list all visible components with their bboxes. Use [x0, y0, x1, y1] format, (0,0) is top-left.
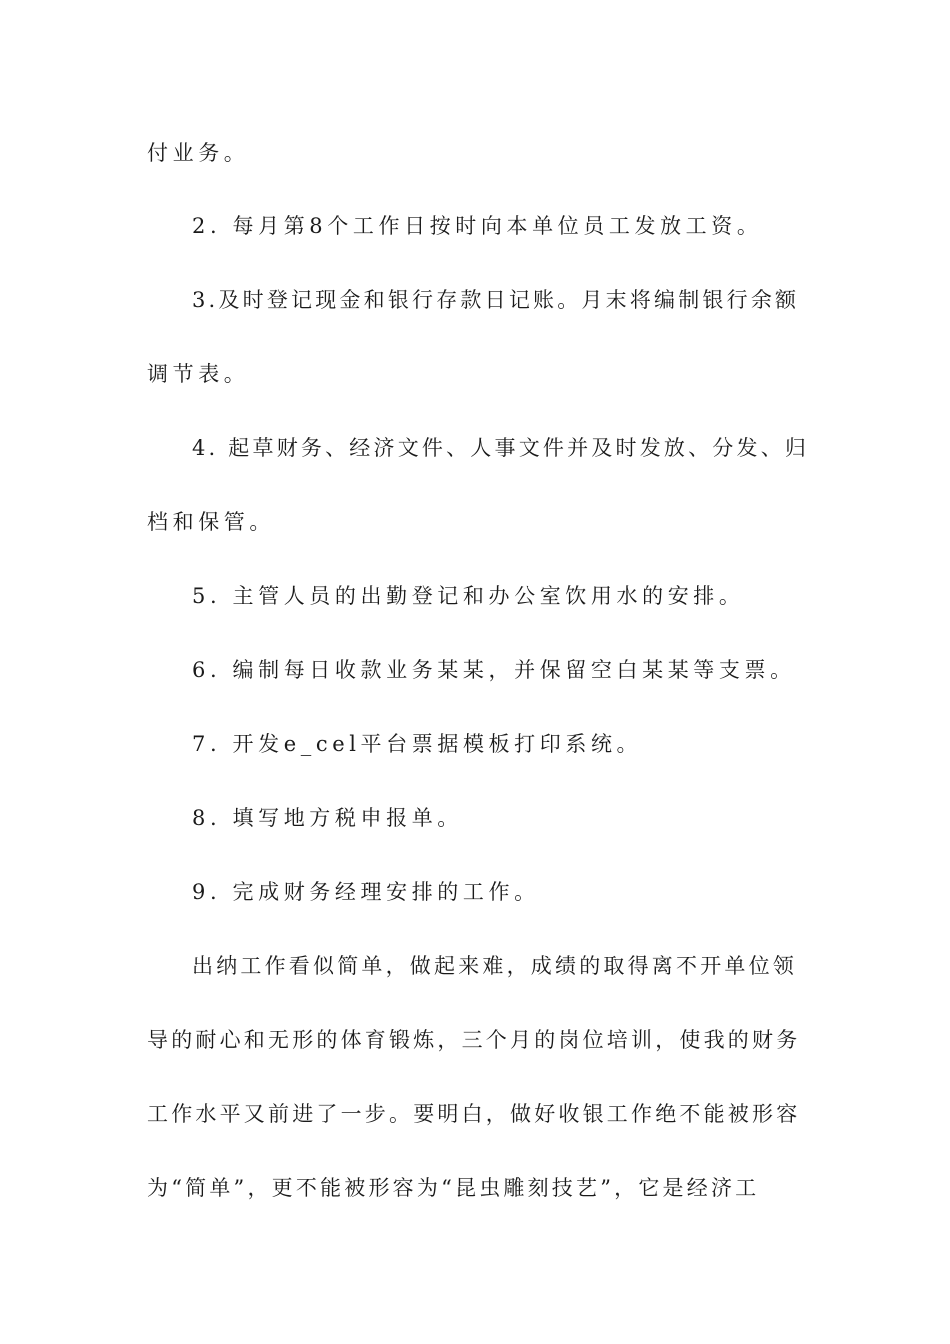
list-item-7: 7. 开发e_cel平台票据模板打印系统。: [192, 732, 643, 756]
list-item-9: 9. 完成财务经理安排的工作。: [192, 880, 540, 904]
paragraph-line-3: 工作水平又前进了一步。要明白，做好收银工作绝不能被形容: [147, 1102, 801, 1126]
paragraph-line-1: 出纳工作看似简单，做起来难，成绩的取得离不开单位领: [192, 954, 797, 978]
list-item-2: 2. 每月第8个工作日按时向本单位员工发放工资。: [192, 214, 763, 238]
list-item-6: 6. 编制每日收款业务某某，并保留空白某某等支票。: [192, 658, 796, 682]
paragraph-line-2: 导的耐心和无形的体育锻炼，三个月的岗位培训，使我的财务: [147, 1028, 801, 1052]
list-item-8: 8. 填写地方税申报单。: [192, 806, 463, 830]
paragraph-line-4: 为“简单”，更不能被形容为“昆虫雕刻技艺”，它是经济工: [147, 1176, 760, 1200]
text-line-continuation: 付业务。: [147, 141, 250, 165]
list-item-4: 4. 起草财务、经济文件、人事文件并及时发放、分发、归: [192, 436, 810, 460]
list-item-4-continuation: 档和保管。: [147, 510, 275, 534]
list-item-3: 3.及时登记现金和银行存款日记账。月末将编制银行余额: [192, 288, 800, 312]
list-item-5: 5. 主管人员的出勤登记和办公室饮用水的安排。: [192, 584, 745, 608]
list-item-3-continuation: 调节表。: [147, 362, 250, 386]
